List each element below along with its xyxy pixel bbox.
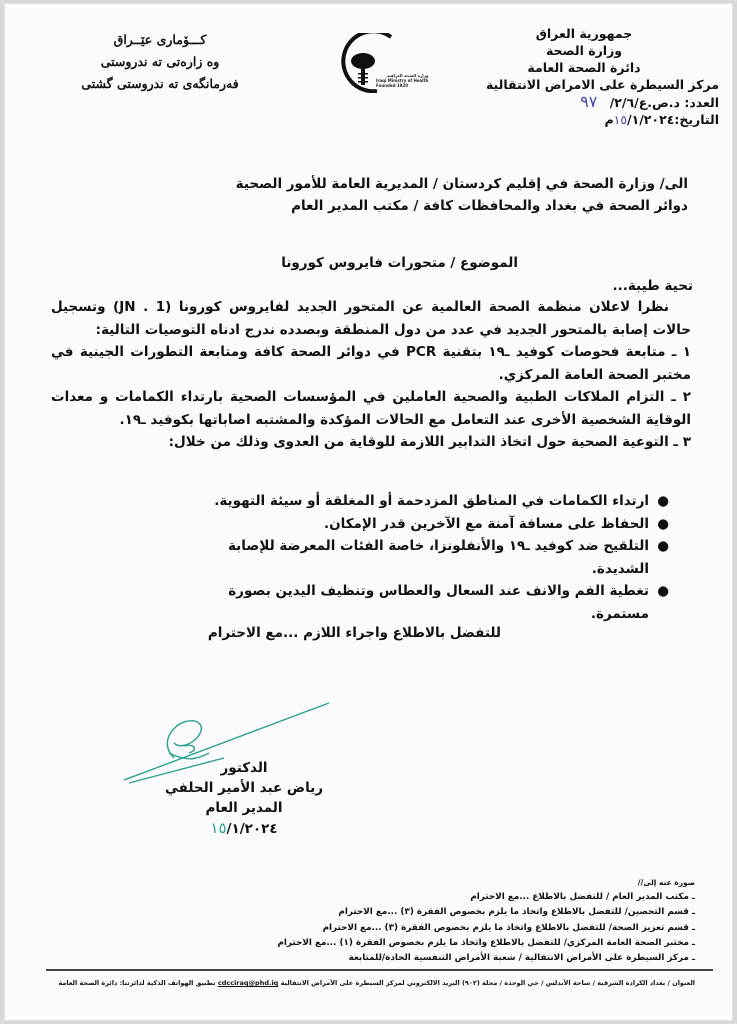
- greeting: تحية طيبة...: [612, 278, 693, 294]
- letter-body: [51, 296, 691, 454]
- list-item-text: التلقيح ضد كوفيد ـ١٩ والأنفلونزا، خاصة الفئات المعرضة للإصابة الشديدة.: [227, 538, 649, 577]
- list-item: [201, 513, 671, 536]
- date-value: /١/٢٠٢٤: [226, 821, 278, 837]
- logo-caption-line: Iraqi Ministry of Health: [376, 78, 429, 83]
- cc-item: ـ قسم تعزيز الصحة/ للتفضل بالاطلاع واتخاذ ما يلزم بخصوص الفقرة (٣) ...مع الاحترام: [322, 922, 695, 933]
- number-label: العدد:: [684, 95, 719, 110]
- measures-list: [201, 490, 671, 625]
- letter-date: [479, 111, 719, 128]
- letter-page: [4, 3, 733, 1021]
- list-item-text: ارتداء الكمامات في المناطق المزدحمة أو المغلقة أو سيئة التهوية.: [214, 493, 649, 509]
- logo-caption-line: وزارة الصحة العراقية: [387, 73, 429, 78]
- cc-title: صورة عنه إلى//: [637, 878, 695, 887]
- kurdish-letterhead: [60, 29, 260, 95]
- footer-divider: [46, 969, 713, 971]
- letterhead-line: فەرمانگەى تە ندروستى گشتى: [81, 76, 239, 91]
- closing-line: للتفضل بالاطلاع واجراء اللازم ...مع الاحترام: [207, 625, 501, 641]
- intro-paragraph: نظرا لاعلان منظمة الصحة العالمية عن المتحور الجديد لفايروس كورونا (JN . 1) وتسجيل حالات إصابة بالمتحور الجديد في عدد من دول المنطقة وبصدده ندرج ادناه التوصيات التالية:: [51, 299, 691, 338]
- footer-email-link[interactable]: cdcciraq@phd.iq: [217, 979, 279, 987]
- cc-item: ـ قسم التحصين/ للتفضل بالاطلاع واتخاذ ما يلزم بخصوص الفقرة (٣) ...مع الاحترام: [338, 907, 695, 918]
- cc-item: ـ مركز السيطرة على الأمراض الانتقالية / شعبة الأمراض التنفسية الحادة/للمتابعة: [348, 953, 695, 964]
- cc-list: [215, 875, 695, 966]
- addressee: [128, 173, 688, 217]
- bullet-icon: ●: [657, 538, 669, 554]
- logo-caption-line: Founded 1920: [376, 83, 408, 88]
- list-item: [201, 535, 671, 580]
- letterhead-line: مركز السيطرة على الامراض الانتقالية: [485, 77, 719, 92]
- subject: الموضوع / متحورات فايروس كورونا: [281, 255, 518, 271]
- recommendation-1: ١ ـ متابعة فحوصات كوفيد ـ١٩ بتقنية PCR في دوائر الصحة كافة ومتابعة التطورات الجينية في مختبر الصحة العامة المركزي.: [51, 344, 691, 383]
- signatory-name: رياض عبد الأمير الحلفي: [165, 780, 323, 796]
- number-value: د.ص.ع/٢/٦/: [609, 95, 680, 110]
- list-item: [201, 490, 671, 513]
- bullet-icon: ●: [657, 515, 669, 532]
- handwritten-number: ٩٧: [580, 92, 598, 111]
- logo-caption: [376, 73, 428, 88]
- letterhead-line: وزارة الصحة: [545, 43, 623, 58]
- addressee-line: الى/ وزارة الصحة في إقليم كردستان / المديرية العامة للأمور الصحية: [235, 176, 688, 192]
- signature-date: [159, 818, 329, 839]
- reference-number: [479, 93, 719, 111]
- list-item-text: الحفاظ على مسافة آمنة مع الآخرين قدر الإمكان.: [323, 515, 649, 532]
- date-label: التاريخ:: [674, 112, 719, 127]
- letterhead-line: وه زارەتى تە ندروستى: [100, 54, 220, 69]
- date-value: /١/٢٠٢٤م: [604, 112, 675, 127]
- list-item-text: تغطية الفم والانف عند السعال والعطاس وتنظيف اليدين بصورة مستمرة.: [228, 583, 649, 622]
- signatory-title: الدكتور: [220, 760, 268, 776]
- letterhead-line: جمهورية العراق: [535, 26, 633, 41]
- recommendation-2: ٢ ـ التزام الملاكات الطبية والصحية العاملين في المؤسسات الصحية بارتداء الكمامات و معدات الوقاية الشخصية الأخرى عند التعامل مع الحالات المؤكدة والمشتبه اصاباتها بكوفيد ـ١٩.: [51, 389, 691, 428]
- handwritten-day: ١٥: [613, 112, 628, 127]
- handwritten-day: ١٥: [210, 819, 227, 837]
- letterhead-line: كـــۆمارى عێــراق: [113, 32, 207, 47]
- footer-address: العنوان / بغداد الكرادة الشرقية / ساحة الأندلس / حي الوحدة / محلة (٩٠٢) البريد الالكتروني لمركز السيطرة على الأمراض الانتقالية: [280, 979, 695, 987]
- cc-item: ـ مكتب المدير العام / للتفضل بالاطلاع ...مع الاحترام: [470, 892, 695, 903]
- footer: [35, 979, 695, 987]
- signatory-block: [159, 758, 329, 839]
- cc-item: ـ مختبر الصحة العامة المركزي/ للتفضل بالاطلاع واتخاذ ما يلزم بخصوص الفقرة (١) ...مع الاحترام: [277, 937, 695, 948]
- bullet-icon: ●: [657, 583, 669, 599]
- arabic-letterhead: [479, 25, 719, 128]
- bullet-icon: ●: [657, 493, 669, 509]
- letterhead-line: دائرة الصحة العامة: [527, 60, 641, 75]
- signatory-position: المدير العام: [205, 800, 283, 816]
- footer-app-text: تطبيق الهواتف الذكية لدائرتنا: دائرة الصحة العامة: [58, 979, 216, 987]
- list-item: [201, 580, 671, 625]
- recommendation-3: ٣ ـ التوعية الصحية حول اتخاذ التدابير اللازمة للوقاية من العدوى وذلك من خلال:: [168, 434, 691, 450]
- addressee-line: دوائر الصحة في بغداد والمحافظات كافة / مكتب المدير العام: [291, 198, 688, 214]
